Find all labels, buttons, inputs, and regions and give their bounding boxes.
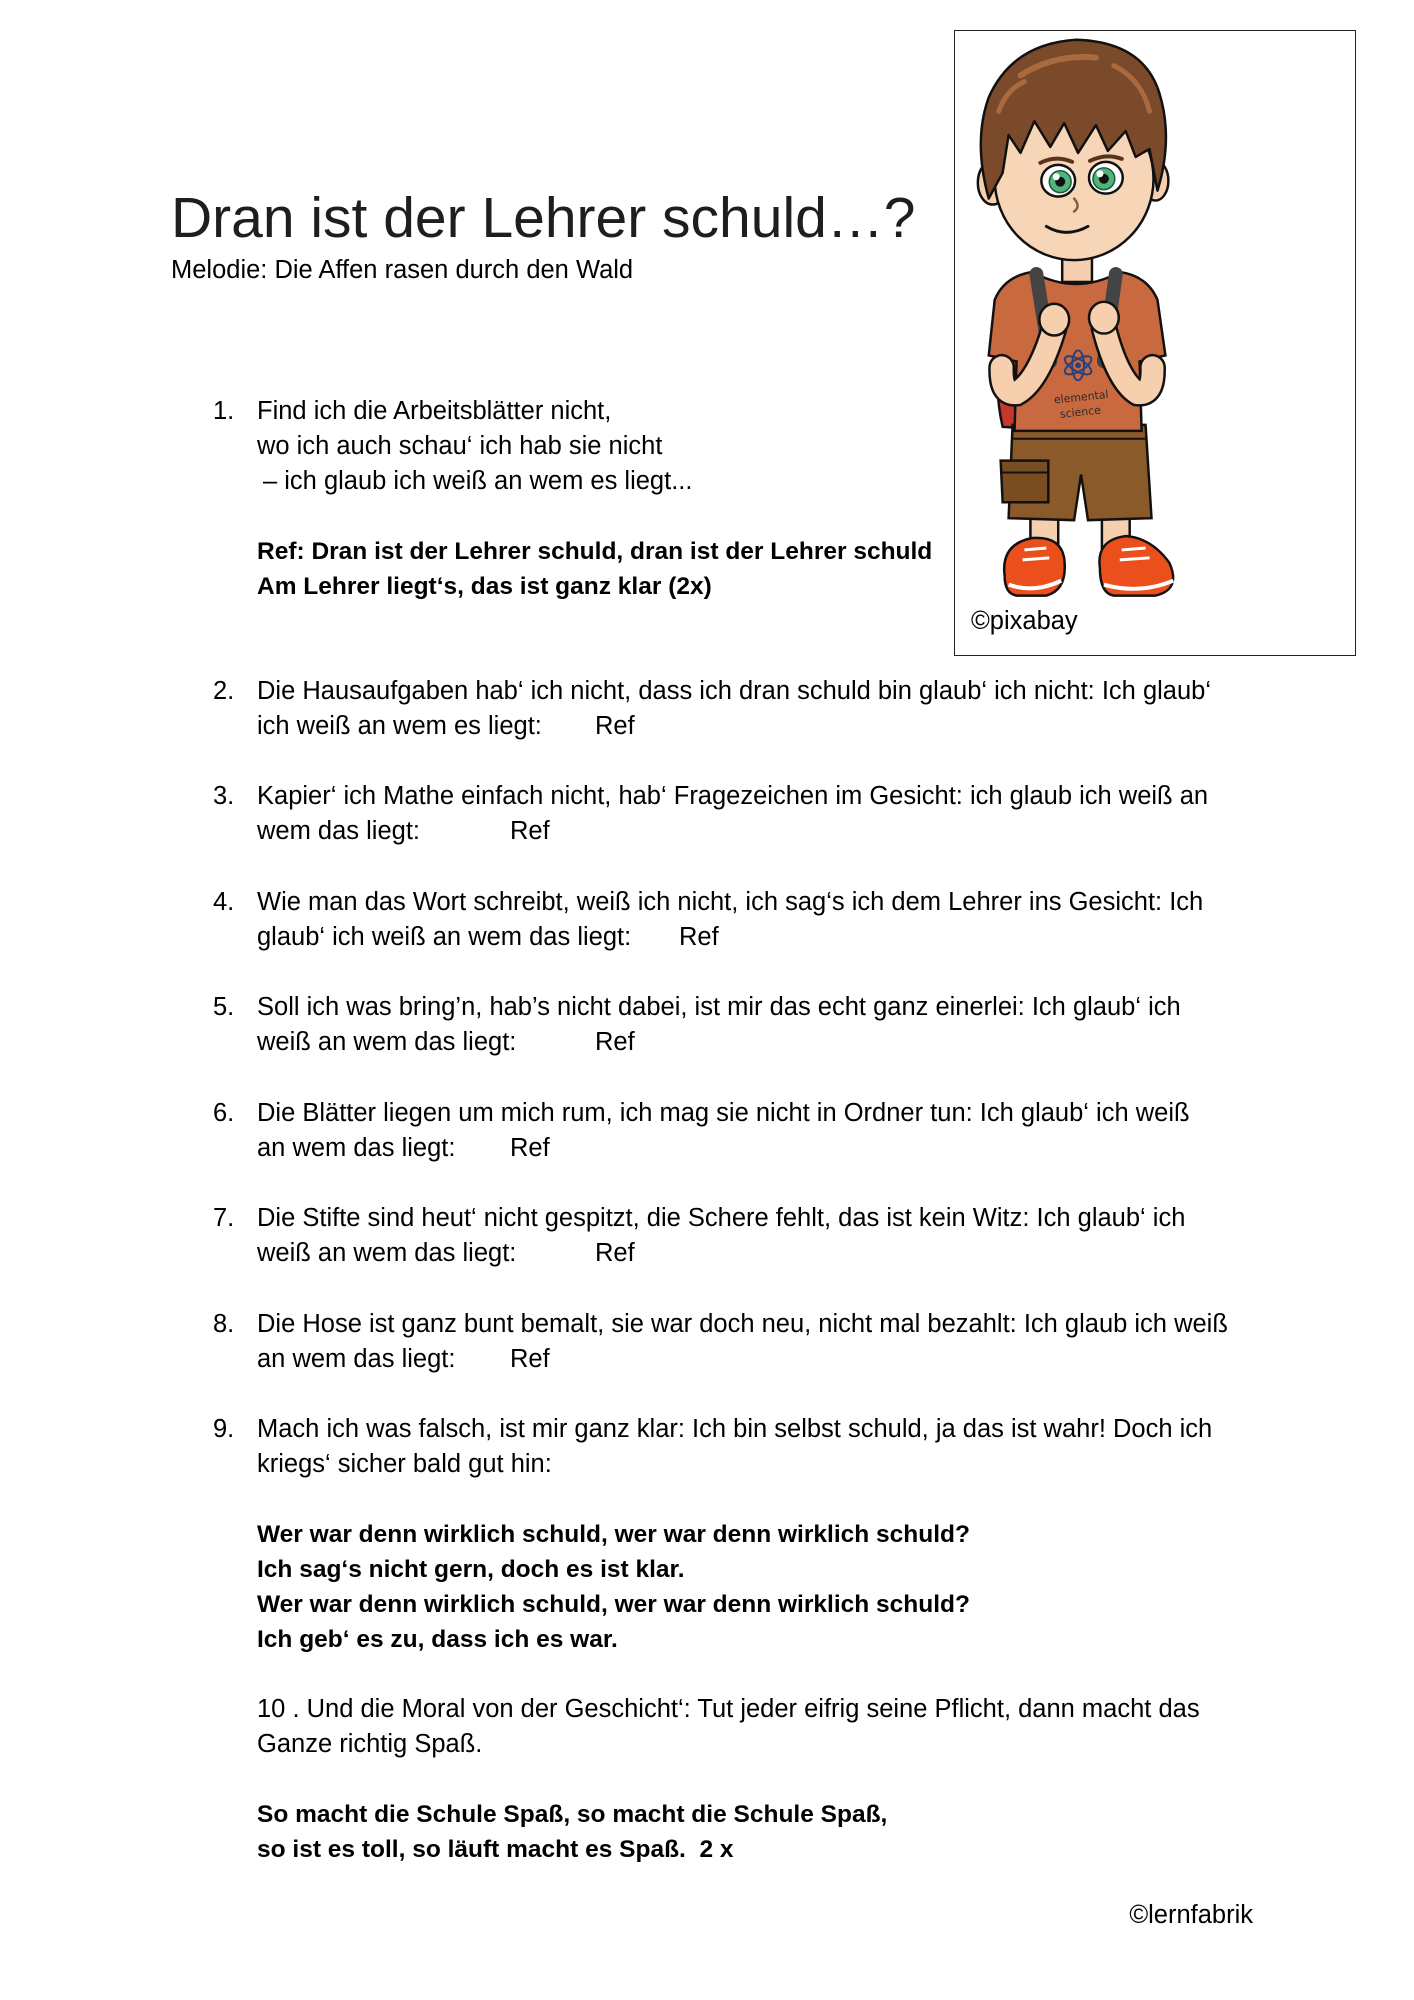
verse-line [257,1236,1287,1271]
verse-line: Mach ich was falsch, ist mir ganz klar: Ich bin selbst schuld, ja das ist wahr! Doch ich [257,1415,1213,1443]
ref-marker: Ref [595,1239,635,1267]
verse-number: 3. [213,782,235,810]
verse-text [257,1692,1287,1867]
verse-line-text: ich weiß an wem es liegt: [257,712,542,740]
right-hand [1089,302,1119,334]
left-hand [1039,304,1069,336]
verse-number: 9. [213,1415,235,1443]
verse-text [257,674,1287,744]
shirt-text-line: elemental [1053,387,1110,407]
verse-line [257,814,1287,849]
verse-line [257,1342,1287,1377]
verse-text [257,885,1287,955]
page-title: Dran ist der Lehrer schuld…? [171,186,916,250]
verse-line-text: glaub‘ ich weiß an wem das liegt: [257,923,632,951]
verse-text [257,1096,1287,1166]
verse-line-text: an wem das liegt: [257,1134,456,1162]
verse-line: Die Stifte sind heut‘ nicht gespitzt, die Schere fehlt, das ist kein Witz: Ich glaub‘ ich [257,1204,1186,1232]
chorus-line: so ist es toll, so läuft macht es Spaß. 2 x [257,1836,734,1863]
verse-line-text: wem das liegt: [257,817,420,845]
verse-number: 2. [213,677,235,705]
ref-marker: Ref [510,1345,550,1373]
verse-line: Kapier‘ ich Mathe einfach nicht, hab‘ Fragezeichen im Gesicht: ich glaub ich weiß an [257,782,1209,810]
image-credit: ©pixabay [971,607,1078,635]
refrain-line: Ref: Dran ist der Lehrer schuld, dran ist der Lehrer schuld [257,538,933,565]
ref-marker: Ref [595,712,635,740]
verse-number: 4. [213,888,235,916]
verse-line-text: weiß an wem das liegt: [257,1239,517,1267]
ref-marker: Ref [510,1134,550,1162]
chorus-line: Ich sag‘s nicht gern, doch es ist klar. [257,1556,685,1583]
chorus-line: Wer war denn wirklich schuld, wer war denn wirklich schuld? [257,1591,970,1618]
verse-text [257,1307,1287,1377]
verse-number: 6. [213,1099,235,1127]
copyright-footer: ©lernfabrik [1129,1901,1253,1929]
chorus-line: So macht die Schule Spaß, so macht die Schule Spaß, [257,1801,888,1828]
verse-line: Ganze richtig Spaß. [257,1730,483,1758]
verse-text [257,990,1287,1060]
verse-line: Wie man das Wort schreibt, weiß ich nicht, ich sag‘s ich dem Lehrer ins Gesicht: Ich [257,888,1204,916]
shirt-text-line: science [1059,403,1102,421]
verse-line [257,709,1287,744]
verse-line: Find ich die Arbeitsblätter nicht, [257,397,612,425]
verse-line: Die Hausaufgaben hab‘ ich nicht, dass ich dran schuld bin glaub‘ ich nicht: Ich glaub‘ [257,677,1212,705]
verse-text [257,394,1287,604]
verse-line: kriegs‘ sicher bald gut hin: [257,1450,552,1478]
chorus-line: Wer war denn wirklich schuld, wer war denn wirklich schuld? [257,1521,970,1548]
verse-line: wo ich auch schau‘ ich hab sie nicht [257,432,663,460]
verse-number: 1. [213,397,235,425]
verse-line: 10 . Und die Moral von der Geschicht‘: Tut jeder eifrig seine Pflicht, dann macht das [257,1695,1200,1723]
verse-line: Die Hose ist ganz bunt bemalt, sie war doch neu, nicht mal bezahlt: Ich glaub ich weiß [257,1310,1228,1338]
verse-text [257,1201,1287,1271]
verse-line [257,920,1287,955]
verse-line [257,1025,1287,1060]
chorus-line: Ich geb‘ es zu, dass ich es war. [257,1626,618,1653]
verse-line: Soll ich was bring’n, hab’s nicht dabei, ist mir das echt ganz einerlei: Ich glaub‘ ich [257,993,1181,1021]
verse-text [257,779,1287,849]
verse-line: Die Blätter liegen um mich rum, ich mag sie nicht in Ordner tun: Ich glaub‘ ich weiß [257,1099,1190,1127]
verse-line-text: an wem das liegt: [257,1345,456,1373]
verse-line-text: weiß an wem das liegt: [257,1028,517,1056]
left-eye [1041,165,1075,197]
verse-number: 7. [213,1204,235,1232]
refrain-line: Am Lehrer liegt‘s, das ist ganz klar (2x) [257,573,712,600]
verse-text [257,1412,1287,1657]
ref-marker: Ref [679,923,719,951]
verse-number: 8. [213,1310,235,1338]
ref-marker: Ref [595,1028,635,1056]
verse-line: – ich glaub ich weiß an wem es liegt... [263,467,693,495]
melody-subtitle: Melodie: Die Affen rasen durch den Wald [171,256,634,284]
right-eye [1089,162,1123,194]
verse-line [257,1131,1287,1166]
ref-marker: Ref [510,817,550,845]
verse-number: 5. [213,993,235,1021]
